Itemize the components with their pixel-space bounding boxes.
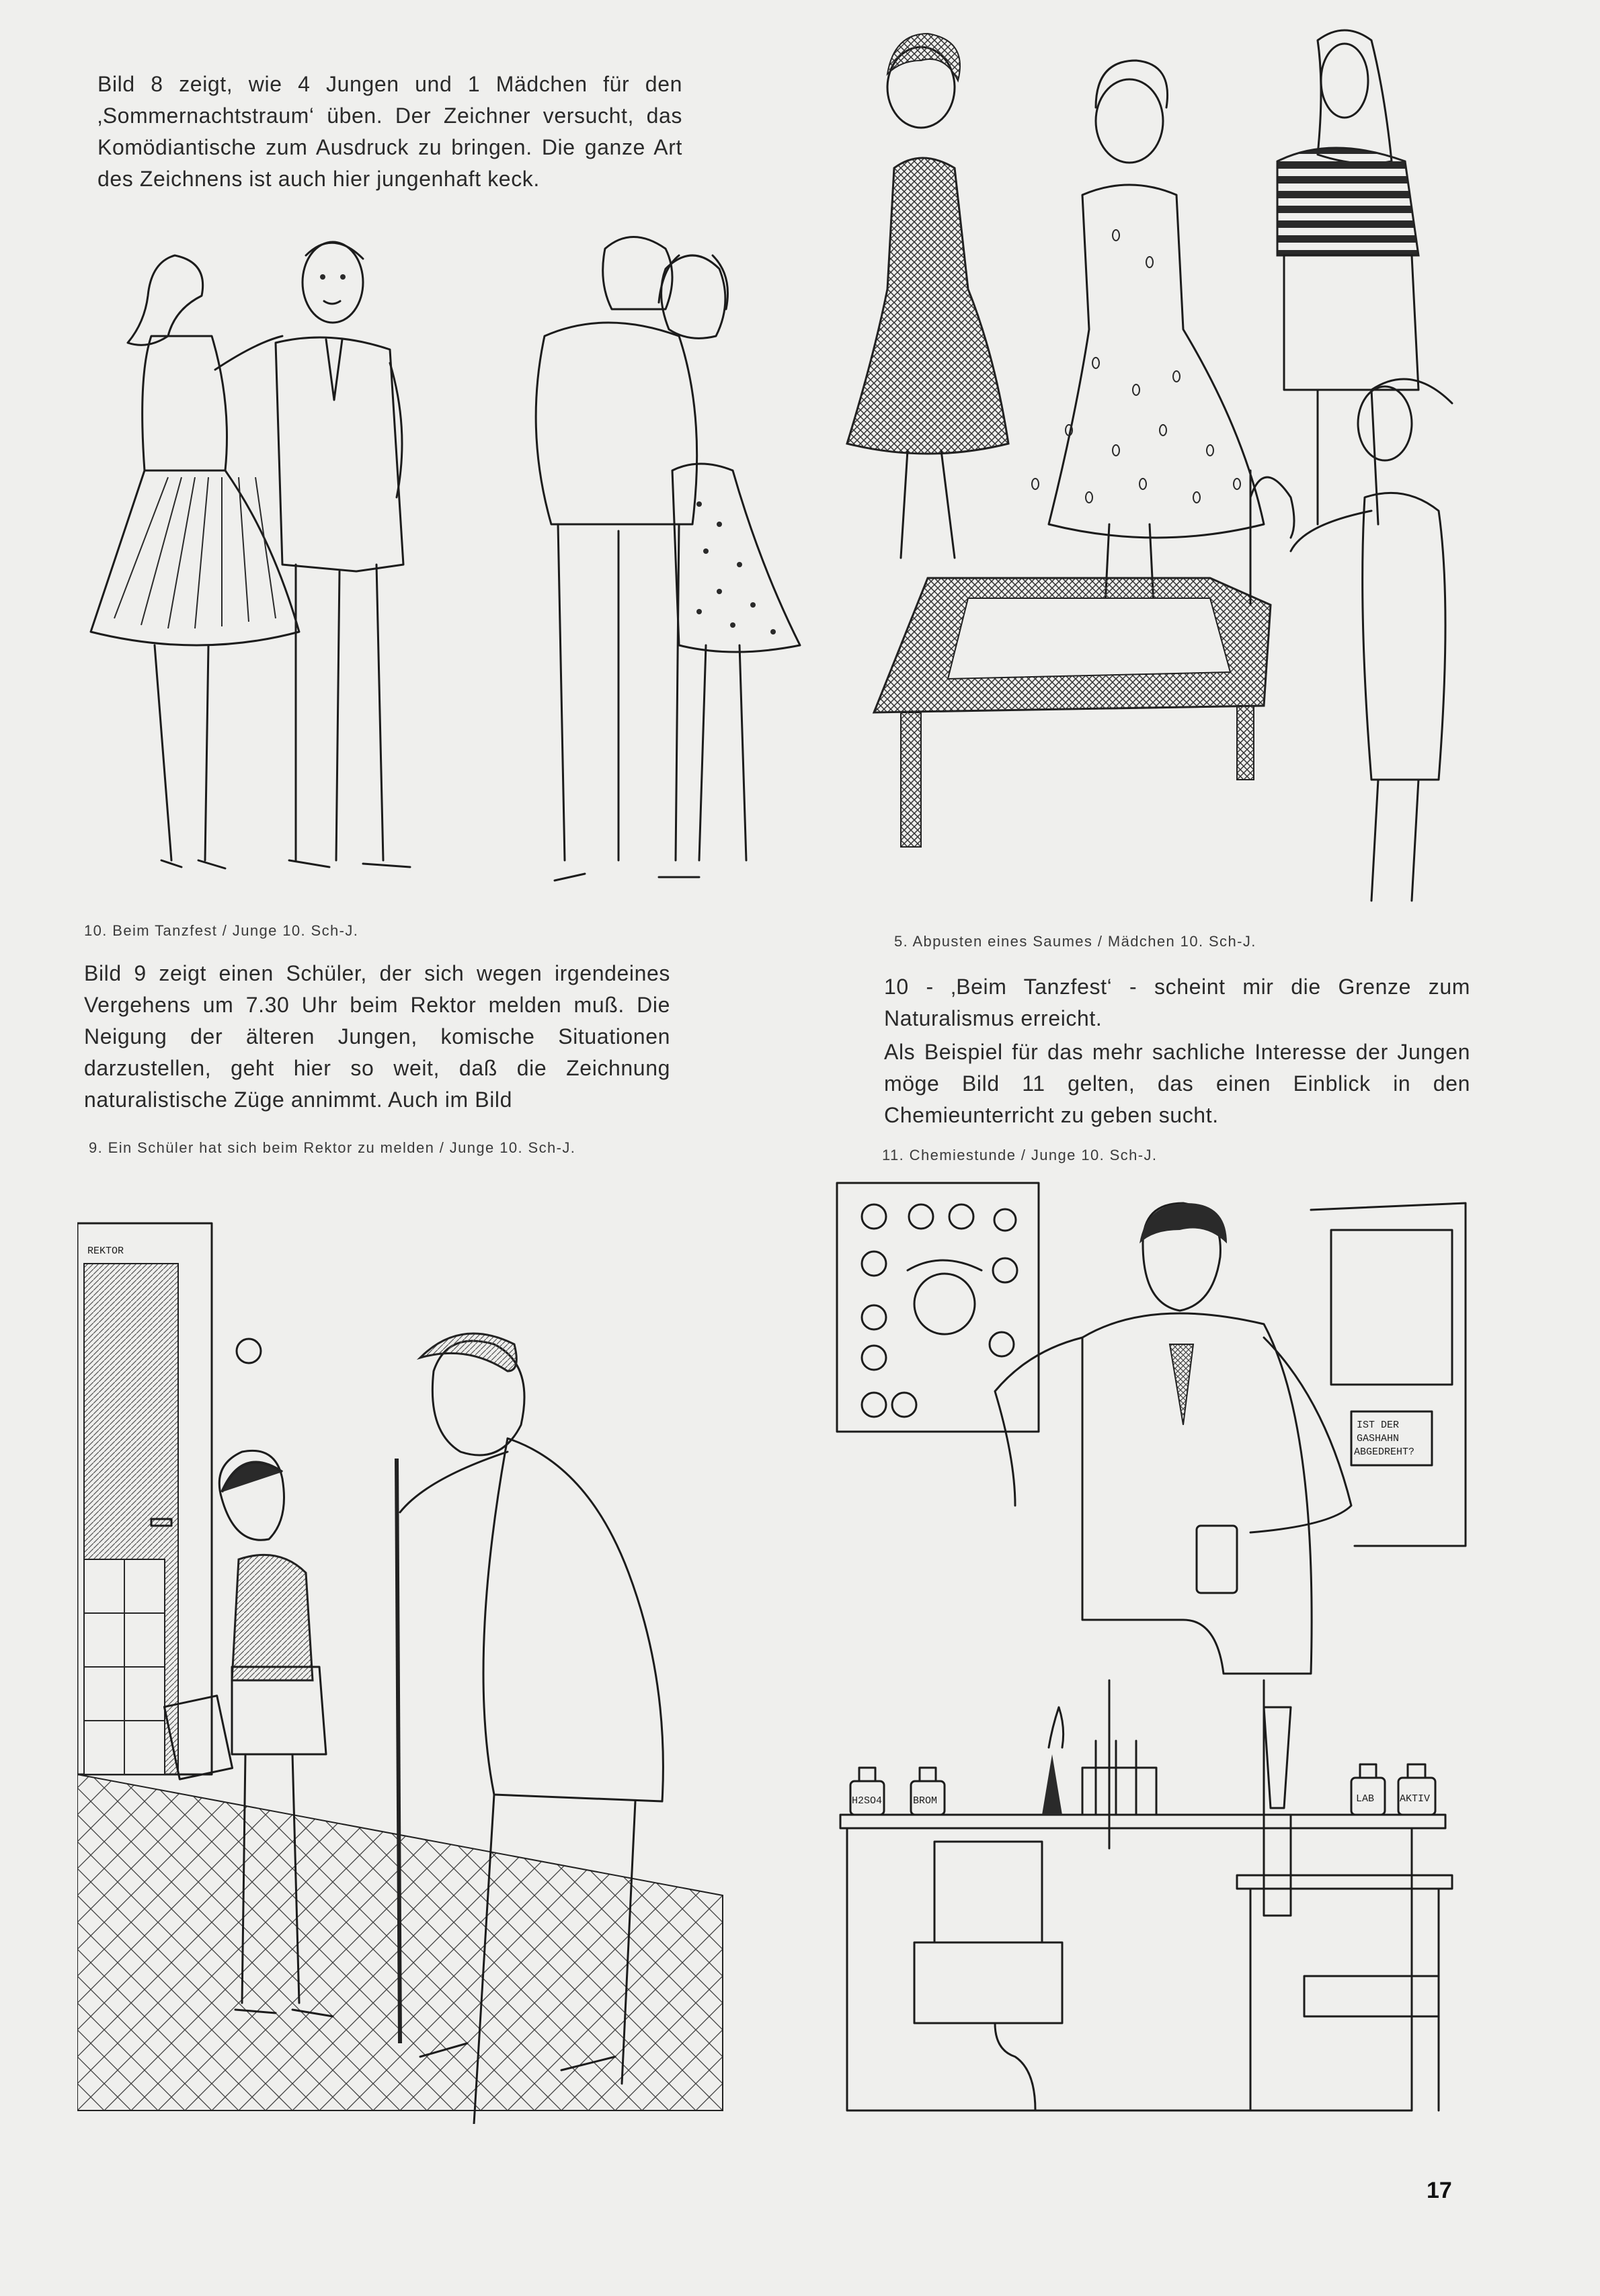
illustration-dancing-couples bbox=[74, 215, 813, 901]
window-frame bbox=[1311, 1203, 1466, 1546]
paragraph-intro: Bild 8 zeigt, wie 4 Jungen und 1 Mädchen für den ‚Sommernachtstraum‘ üben. Der Zeichner versucht, das Komödiantische zum Ausdruck zu bringen. Die ganze Art des Zeichnens ist auch hier jungenhaft keck. bbox=[97, 72, 682, 191]
caption-fig10: 10. Beim Tanzfest / Junge 10. Sch-J. bbox=[84, 922, 359, 939]
illustration-blowing-hem bbox=[834, 13, 1506, 928]
figure-girl-dancing-1 bbox=[91, 255, 299, 868]
caption-fig11: 11. Chemiestunde / Junge 10. Sch-J. bbox=[882, 1147, 1158, 1163]
page-number: 17 bbox=[1427, 2178, 1452, 2203]
bottle-label-2: BROM bbox=[913, 1795, 938, 1807]
bottles bbox=[850, 1764, 1435, 1815]
bottle-label-3: LAB bbox=[1356, 1793, 1375, 1805]
paragraph-chemie: Als Beispiel für das mehr sachliche Interesse der Jungen möge Bild 11 gelten, das einen Einblick in den Chemieunterricht zu geben sucht. bbox=[884, 1040, 1470, 1127]
caption-fig5: 5. Abpusten eines Saumes / Mädchen 10. Sch-J. bbox=[894, 933, 1256, 950]
gauge-panel bbox=[837, 1183, 1039, 1432]
gas-sign-line-1: IST DER bbox=[1357, 1420, 1400, 1431]
paragraph-bild9: Bild 9 zeigt einen Schüler, der sich wegen irgendeines Vergehens um 7.30 Uhr beim Rektor melden muß. Die Neigung der älteren Jungen, komische Situationen darzustellen, geht hier so weit, daß die Zeichnung naturalistische Züge annimmt. Auch im Bild bbox=[84, 961, 670, 1112]
gas-sign-line-3: ABGEDREHT? bbox=[1354, 1446, 1415, 1458]
figure-boy-dancing-1 bbox=[276, 242, 410, 867]
illustration-chemistry-lesson bbox=[820, 1170, 1492, 2137]
paragraph-tanzfest: 10 - ‚Beim Tanzfest‘ - scheint mir die Grenze zum Naturalismus erreicht. bbox=[884, 975, 1470, 1030]
figure-woman-polka-dress bbox=[659, 255, 800, 860]
figure-chemistry-teacher bbox=[995, 1203, 1351, 1848]
figure-girl-striped-sweater bbox=[1277, 30, 1418, 524]
figure-girl-on-table bbox=[1032, 60, 1264, 659]
bottle-label-1: H2SO4 bbox=[852, 1795, 883, 1807]
illustration-student-and-rector bbox=[77, 1210, 750, 2124]
lab-bench bbox=[840, 1815, 1452, 2110]
rector-door bbox=[77, 1223, 212, 1774]
gas-sign-line-2: GASHAHN bbox=[1357, 1433, 1400, 1444]
door-sign: REKTOR bbox=[87, 1245, 124, 1257]
figure-girl-with-blower bbox=[1250, 379, 1452, 901]
caption-fig9: 9. Ein Schüler hat sich beim Rektor zu melden / Junge 10. Sch-J. bbox=[89, 1139, 576, 1156]
burner-and-rack bbox=[1042, 1707, 1291, 1916]
table bbox=[874, 578, 1271, 847]
figure-girl-dark-dress bbox=[847, 34, 1008, 558]
bottle-label-4: AKTIV bbox=[1400, 1793, 1431, 1805]
